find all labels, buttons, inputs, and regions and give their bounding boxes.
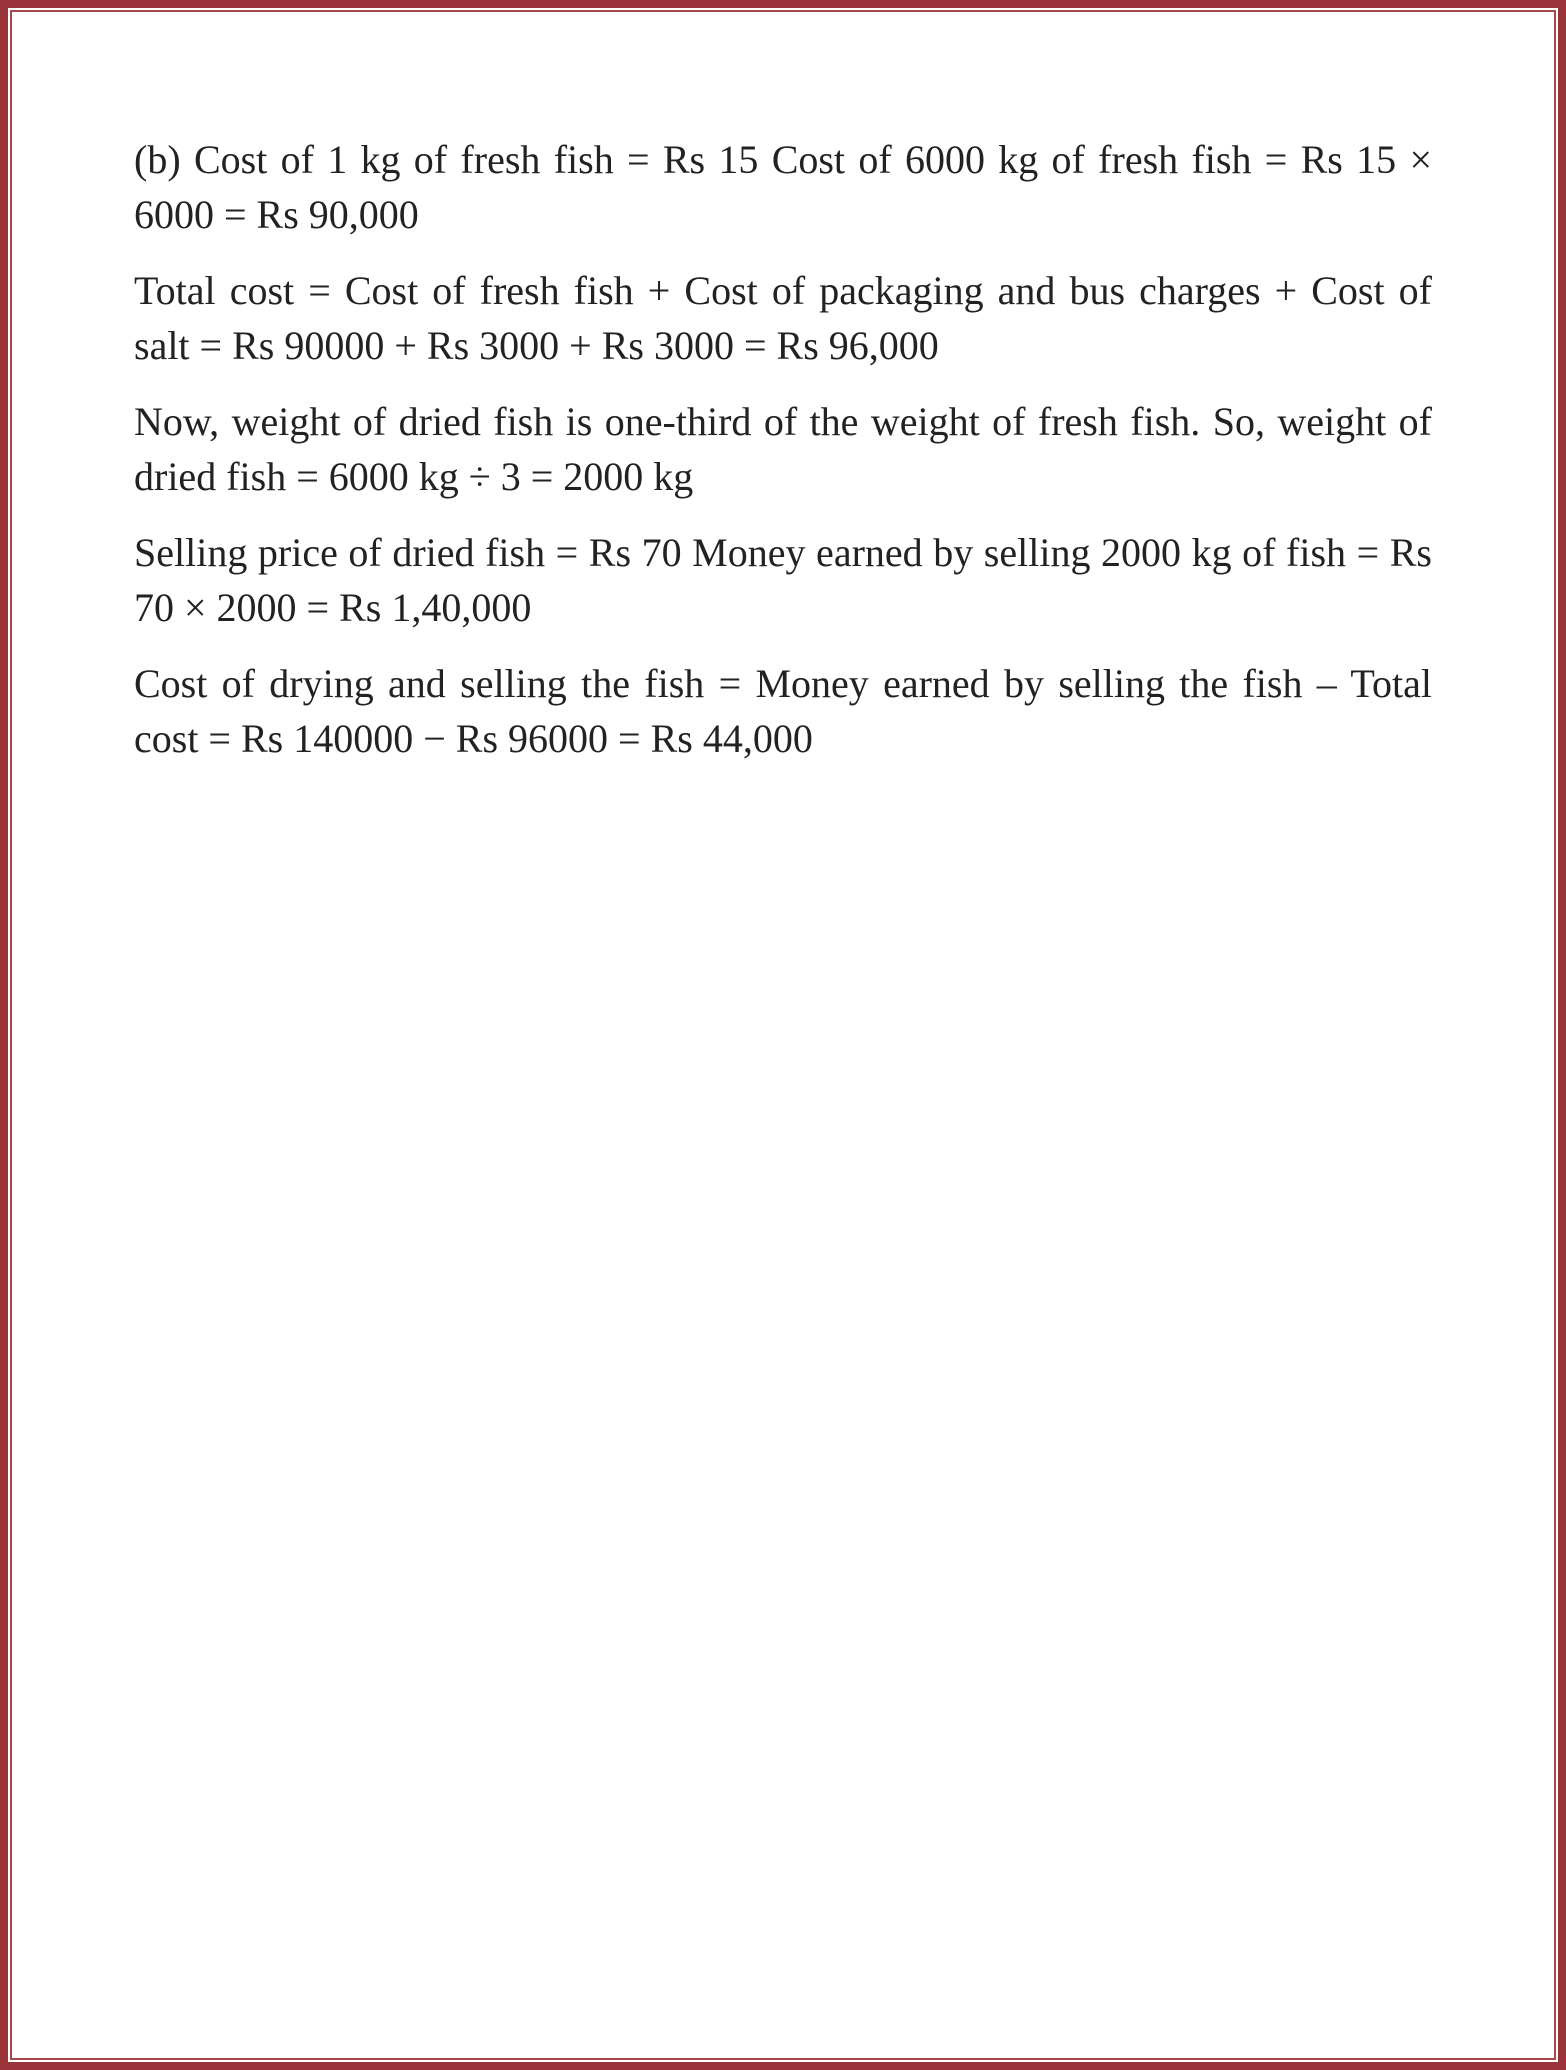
paragraph-total-cost: Total cost = Cost of fresh fish + Cost of packaging and bus charges + Cost of salt = Rs 90000 + Rs 3000 + Rs 3000 = Rs 96,000 (134, 268, 1432, 368)
paragraph-fresh-fish-cost: (b) Cost of 1 kg of fresh fish = Rs 15 Cost of 6000 kg of fresh fish = Rs 15 × 6000 = Rs 90,000 (134, 137, 1432, 237)
paragraph-dried-fish-weight: Now, weight of dried fish is one-third of the weight of fresh fish. So, weight of dried fish = 6000 kg ÷ 3 = 2000 kg (134, 399, 1432, 499)
solution-text (134, 132, 1432, 787)
paragraph-drying-cost: Cost of drying and selling the fish = Money earned by selling the fish – Total cost = Rs 140000 − Rs 96000 = Rs 44,000 (134, 661, 1432, 761)
paragraph-selling-price: Selling price of dried fish = Rs 70 Money earned by selling 2000 kg of fish = Rs 70 × 2000 = Rs 1,40,000 (134, 530, 1432, 630)
